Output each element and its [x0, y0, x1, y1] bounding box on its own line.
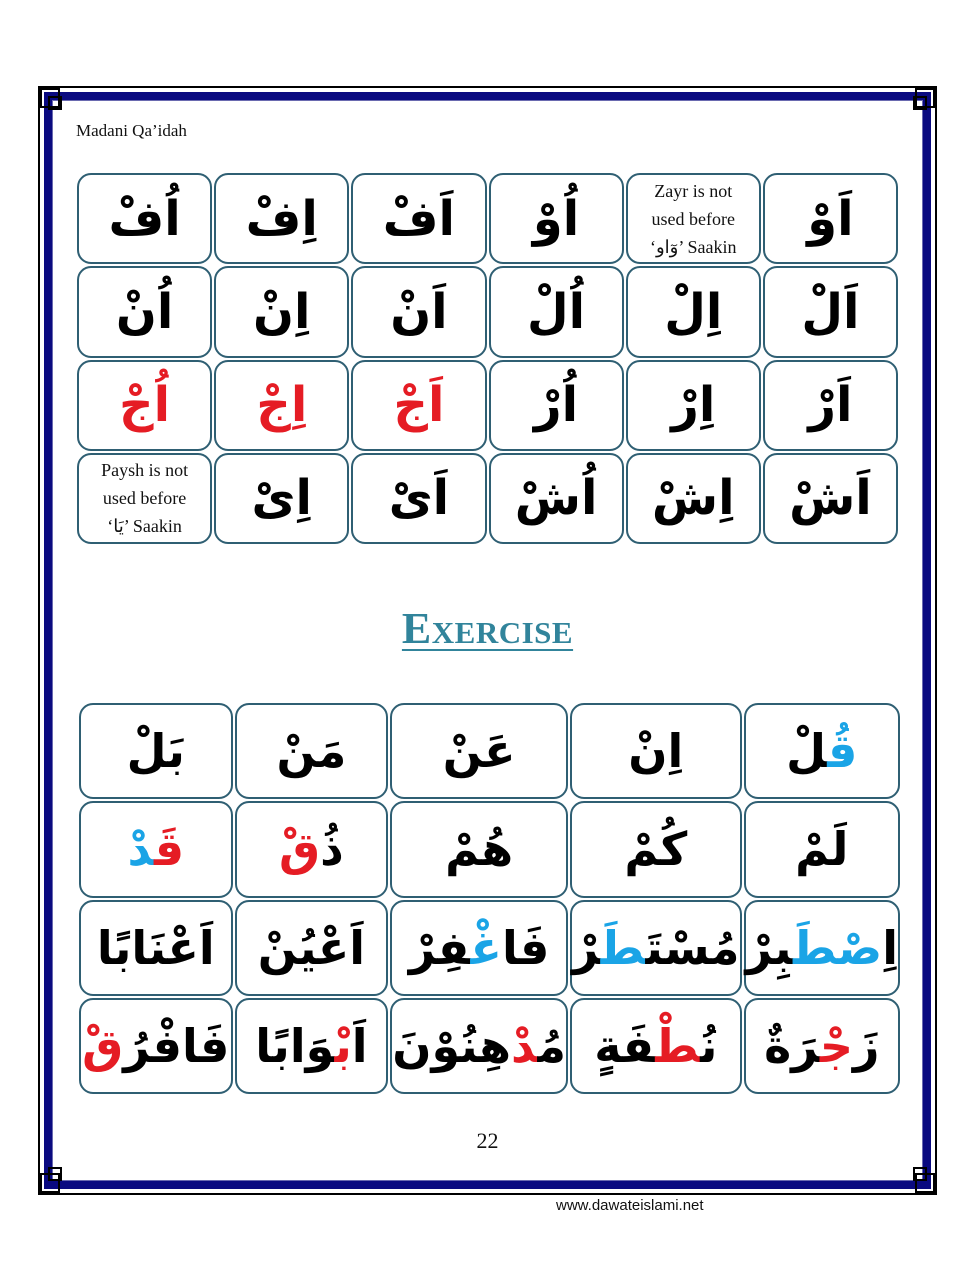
- lesson-cell: [763, 453, 898, 544]
- arabic-word: [572, 920, 740, 975]
- word-segment: اِ: [882, 920, 898, 975]
- exercise-cell: [79, 900, 233, 996]
- arabic-word: اِنْ: [628, 724, 684, 779]
- arabic-word: لَمْ: [795, 822, 849, 877]
- arabic-syllable: اُنْ: [115, 283, 174, 340]
- arabic-syllable: اُرْ: [534, 377, 579, 434]
- word-segment: مُسْتَ: [645, 920, 740, 975]
- arabic-syllable: اَشْ: [789, 470, 872, 527]
- exercise-grid: [79, 703, 900, 1094]
- word-segment: قَ: [154, 822, 185, 877]
- exercise-cell: [744, 998, 900, 1094]
- exercise-cell: [79, 801, 233, 897]
- exercise-cell: [744, 801, 900, 897]
- note-line: ‘یَا’ Saakin: [107, 516, 182, 537]
- lesson-cell: [77, 173, 212, 264]
- arabic-word: [82, 1018, 230, 1073]
- word-segment: طَ: [600, 920, 646, 975]
- arabic-syllable: اَوْ: [807, 190, 854, 247]
- word-segment: بِرْ: [745, 920, 793, 975]
- word-segment: زَ: [853, 1018, 880, 1073]
- lesson-cell: [351, 453, 486, 544]
- lesson-note-cell: [77, 453, 212, 544]
- arabic-word: [279, 822, 344, 877]
- exercise-cell: [235, 900, 389, 996]
- word-segment: جْ: [819, 1018, 853, 1073]
- word-segment: فِرْ: [408, 920, 471, 975]
- word-segment: ذُ: [320, 822, 344, 877]
- page-number: 22: [476, 1128, 499, 1153]
- word-segment: ُلْ: [786, 724, 828, 779]
- arabic-syllable: اِجْ: [256, 377, 308, 434]
- arabic-word: [255, 1018, 368, 1073]
- arabic-syllable: اُفْ: [108, 190, 181, 247]
- exercise-cell: [390, 998, 568, 1094]
- arabic-syllable: اِنْ: [253, 283, 311, 340]
- word-segment: مُ: [537, 1018, 567, 1073]
- word-segment: رَةٌ: [764, 1018, 820, 1073]
- exercise-cell: [235, 801, 389, 897]
- word-segment: بْ: [334, 1018, 352, 1073]
- corner-ornament-top-right-inner: [913, 96, 927, 110]
- lesson-note-text: [95, 456, 194, 540]
- arabic-word: [392, 1018, 567, 1073]
- lesson-cell: [626, 266, 761, 357]
- arabic-syllable: اَلْ: [801, 283, 860, 340]
- word-segment: قْ: [279, 822, 321, 877]
- lesson-cell: [77, 266, 212, 357]
- arabic-syllable: اُجْ: [119, 377, 171, 434]
- arabic-syllable: اُلْ: [527, 283, 586, 340]
- lesson-cell: [351, 266, 486, 357]
- exercise-cell: [570, 998, 742, 1094]
- website-footer: www.dawateislami.net: [556, 1197, 704, 1214]
- lesson-note-text: [644, 177, 743, 261]
- lesson-cell: [214, 360, 349, 451]
- arabic-syllable: اِیْ: [251, 470, 312, 527]
- exercise-cell: [79, 703, 233, 799]
- arabic-syllable: اَنْ: [390, 283, 448, 340]
- lesson-cell: [489, 173, 624, 264]
- arabic-word: [786, 724, 858, 779]
- lesson-cell: [214, 453, 349, 544]
- exercise-cell: [390, 801, 568, 897]
- note-line: ‘وٓاو’ Saakin: [649, 236, 737, 257]
- word-segment: طْ: [655, 1018, 701, 1073]
- word-segment: فَافْرُ: [123, 1018, 230, 1073]
- arabic-word: اَعْيُنْ: [257, 920, 366, 975]
- arabic-word: كُمْ: [624, 822, 688, 877]
- word-segment: فَةٍ: [594, 1018, 656, 1073]
- word-segment: نُ: [700, 1018, 718, 1073]
- corner-ornament-top-left-inner: [48, 96, 62, 110]
- exercise-heading-wrap: [0, 603, 975, 654]
- word-segment: دْ: [510, 1018, 538, 1073]
- arabic-word: مَنْ: [276, 724, 347, 779]
- arabic-word: هُمْ: [445, 822, 514, 877]
- lesson-grid: [77, 173, 898, 544]
- word-segment: هِنُوْنَ: [392, 1018, 511, 1073]
- arabic-syllable: اِرْ: [671, 377, 716, 434]
- arabic-syllable: اُوْ: [532, 190, 580, 247]
- lesson-cell: [489, 266, 624, 357]
- arabic-syllable: اَجْ: [393, 377, 445, 434]
- lesson-cell: [626, 453, 761, 544]
- arabic-word: [745, 920, 898, 975]
- lesson-cell: [763, 360, 898, 451]
- exercise-cell: [570, 703, 742, 799]
- lesson-note-cell: [626, 173, 761, 264]
- exercise-cell: [235, 998, 389, 1094]
- word-segment: صْطَ: [792, 920, 883, 975]
- arabic-word: [408, 920, 550, 975]
- arabic-syllable: اَیْ: [388, 470, 450, 527]
- lesson-cell: [626, 360, 761, 451]
- arabic-word: [594, 1018, 718, 1073]
- word-segment: قْ: [82, 1018, 124, 1073]
- note-line: Zayr is not: [654, 180, 733, 201]
- note-line: used before: [102, 488, 187, 509]
- arabic-word: اَعْنَابًا: [96, 920, 215, 975]
- word-segment: اَ: [351, 1018, 368, 1073]
- arabic-syllable: اِشْ: [651, 470, 735, 527]
- word-segment: دْ: [127, 822, 155, 877]
- exercise-cell: [390, 703, 568, 799]
- word-segment: وَابًا: [255, 1018, 335, 1073]
- lesson-cell: [489, 453, 624, 544]
- word-segment: فَا: [501, 920, 550, 975]
- note-line: used before: [651, 208, 735, 229]
- lesson-cell: [763, 173, 898, 264]
- exercise-cell: [390, 900, 568, 996]
- exercise-cell: [570, 900, 742, 996]
- exercise-cell: [79, 998, 233, 1094]
- note-line: Paysh is not: [101, 460, 189, 481]
- arabic-syllable: اِفْ: [245, 190, 318, 247]
- lesson-cell: [351, 173, 486, 264]
- arabic-word: عَنْ: [442, 724, 516, 779]
- running-header: Madani Qa’idah: [76, 121, 187, 140]
- word-segment: ق: [827, 724, 858, 779]
- arabic-word: بَلْ: [126, 724, 185, 779]
- lesson-cell: [77, 360, 212, 451]
- arabic-syllable: اُشْ: [514, 470, 598, 527]
- lesson-cell: [214, 173, 349, 264]
- exercise-heading: Exercise: [401, 604, 574, 653]
- arabic-syllable: اَفْ: [382, 190, 456, 247]
- arabic-word: [127, 822, 185, 877]
- exercise-cell: [744, 703, 900, 799]
- corner-ornament-bottom-right-inner: [913, 1167, 927, 1181]
- arabic-syllable: اَرْ: [808, 377, 853, 434]
- lesson-cell: [351, 360, 486, 451]
- corner-ornament-bottom-left-inner: [48, 1167, 62, 1181]
- arabic-syllable: اِلْ: [664, 283, 723, 340]
- exercise-cell: [744, 900, 900, 996]
- lesson-cell: [763, 266, 898, 357]
- lesson-cell: [214, 266, 349, 357]
- exercise-cell: [570, 801, 742, 897]
- word-segment: غْ: [470, 920, 502, 975]
- lesson-cell: [489, 360, 624, 451]
- exercise-cell: [235, 703, 389, 799]
- word-segment: رْ: [572, 920, 601, 975]
- arabic-word: [764, 1018, 880, 1073]
